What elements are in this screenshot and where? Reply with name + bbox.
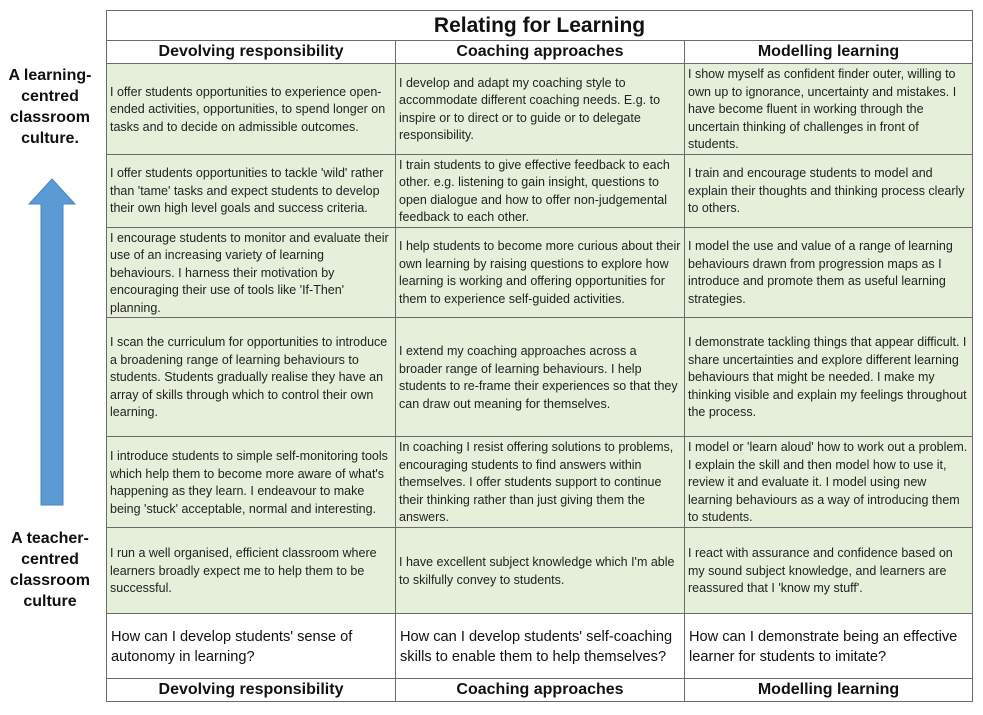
table-cell: I run a well organised, efficient classroom where learners broadly expect me to help them to be successful. xyxy=(107,528,396,614)
table-cell: I train students to give effective feedback to each other. e.g. listening to gain insight, questions to open dialogue and how to offer non-judgemental feedback to each other. xyxy=(396,154,685,227)
table-row xyxy=(107,227,973,318)
learning-centred-label: A learning-centred classroom culture. xyxy=(8,67,92,147)
question-devolving: How can I develop students' sense of autonomy in learning? xyxy=(107,614,396,679)
table-cell: I develop and adapt my coaching style to accommodate different coaching needs. E.g. to inspire or to direct or to guide or to delegate responsibility. xyxy=(396,64,685,155)
table-title: Relating for Learning xyxy=(107,11,973,41)
footer-devolving: Devolving responsibility xyxy=(107,679,396,702)
question-modelling: How can I demonstrate being an effective learner for students to imitate? xyxy=(685,614,973,679)
table-cell: I show myself as confident finder outer, willing to own up to ignorance, uncertainty and mistakes. I have become fluent in working through the uncertain thinking of challenges in front of students. xyxy=(685,64,973,155)
relating-for-learning-table xyxy=(106,10,973,702)
table-row xyxy=(107,528,973,614)
footer-modelling: Modelling learning xyxy=(685,679,973,702)
table-cell: I scan the curriculum for opportunities to introduce a broadening range of learning behaviours to students. Students gradually realise they have an array of skills through which to control their own learning. xyxy=(107,318,396,437)
table-cell: I offer students opportunities to experience open-ended activities, opportunities, to spend longer on tasks and to decide on admissible outcomes. xyxy=(107,64,396,155)
table-cell: I model the use and value of a range of learning behaviours drawn from progression maps as I introduce and promote them as useful learning strategies. xyxy=(685,227,973,318)
header-devolving: Devolving responsibility xyxy=(107,41,396,64)
up-arrow-icon xyxy=(28,178,76,506)
teacher-centred-label: A teacher-centred classroom culture xyxy=(9,530,91,610)
table-cell: I help students to become more curious about their own learning by raising questions to explore how learning is working and offering opportunities for them to experience self-guided activities. xyxy=(396,227,685,318)
header-modelling: Modelling learning xyxy=(685,41,973,64)
question-row xyxy=(107,614,973,679)
table-row xyxy=(107,437,973,528)
footer-coaching: Coaching approaches xyxy=(396,679,685,702)
table-cell: I encourage students to monitor and evaluate their use of an increasing variety of learning behaviours. I harness their motivation by encouraging their use of tools like 'If-Then' planning. xyxy=(107,227,396,318)
table-cell: I offer students opportunities to tackle 'wild' rather than 'tame' tasks and expect students to develop their own high level goals and success criteria. xyxy=(107,154,396,227)
table-cell: I have excellent subject knowledge which I'm able to skilfully convey to students. xyxy=(396,528,685,614)
question-coaching: How can I develop students' self-coaching skills to enable them to help themselves? xyxy=(396,614,685,679)
table-row xyxy=(107,64,973,155)
table-cell: I demonstrate tackling things that appear difficult. I share uncertainties and explore different learning behaviours that might be needed. I make my thinking visible and explain my feelings throughout the process. xyxy=(685,318,973,437)
table-cell: In coaching I resist offering solutions to problems, encouraging students to find answers within themselves. I offer students support to continue their thinking rather than just giving them the answers. xyxy=(396,437,685,528)
table-row xyxy=(107,154,973,227)
table-cell: I extend my coaching approaches across a broader range of learning behaviours. I help students to re-frame their experiences so that they can draw out meaning for themselves. xyxy=(396,318,685,437)
table-cell: I train and encourage students to model and explain their thoughts and thinking process clearly to others. xyxy=(685,154,973,227)
table-row xyxy=(107,318,973,437)
header-coaching: Coaching approaches xyxy=(396,41,685,64)
table-cell: I model or 'learn aloud' how to work out a problem. I explain the skill and then model how to use it, review it and evaluate it. I model using new learning behaviours as a way of introducing them to students. xyxy=(685,437,973,528)
table-cell: I introduce students to simple self-monitoring tools which help them to become more aware of what's happening as they learn. I endeavour to make being 'stuck' acceptable, normal and interesting. xyxy=(107,437,396,528)
table-cell: I react with assurance and confidence based on my sound subject knowledge, and learners are reassured that I 'know my stuff'. xyxy=(685,528,973,614)
